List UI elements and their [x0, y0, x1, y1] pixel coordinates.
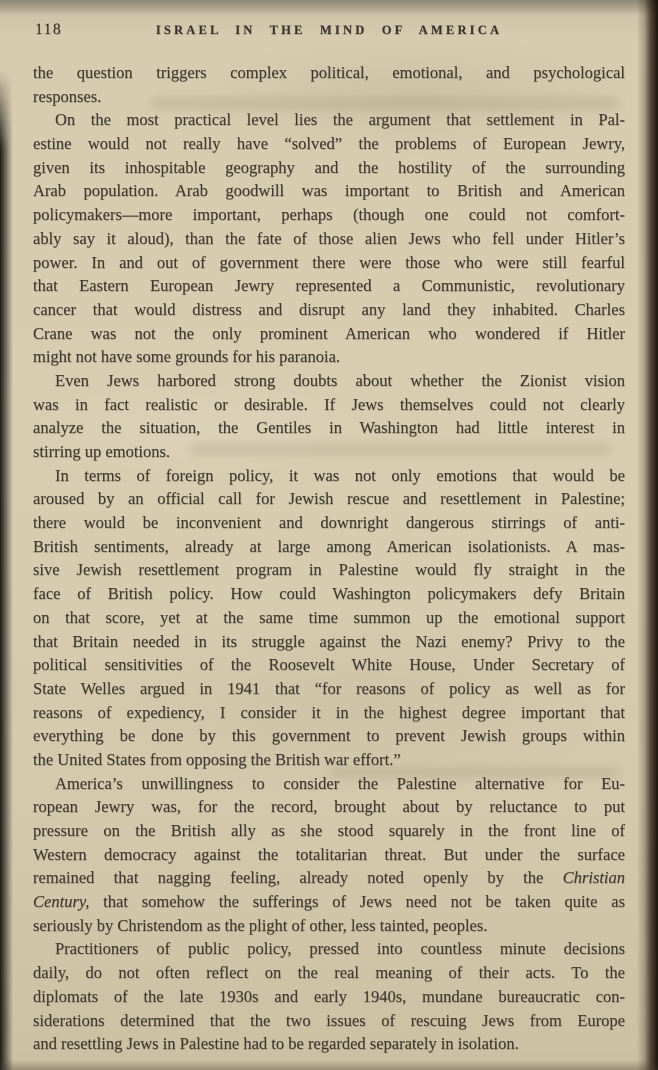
text-line	[33, 85, 625, 109]
body-text-segment: was in fact realistic or desirable. If Jews themselves could not clearly	[33, 394, 625, 414]
text-line	[33, 535, 625, 559]
body-text-segment: responses.	[33, 86, 102, 106]
paragraph	[33, 772, 625, 938]
text-line	[33, 985, 625, 1009]
text-line	[33, 961, 625, 985]
body-text-segment: sive Jewish resettlement program in Palestine would fly straight in the	[33, 560, 625, 580]
page-edge-bottom	[0, 1060, 658, 1070]
body-text-segment: ably say it aloud), than the fate of those alien Jews who fell under Hitler’s	[33, 228, 625, 248]
body-text-segment: estine would not really have “solved” the problems of European Jewry,	[33, 134, 625, 154]
text-line	[33, 795, 625, 819]
text-line	[33, 724, 625, 748]
text-line	[33, 440, 625, 464]
text-line	[33, 464, 625, 488]
body-text-segment: everything be done by this government to prevent Jewish groups within	[33, 726, 625, 746]
body-text-segment: and resettling Jews in Palestine had to be regarded separately in isolation.	[33, 1034, 519, 1054]
text-line	[33, 251, 625, 275]
body-text-segment: diplomats of the late 1930s and early 1940s, mundane bureaucratic con-	[33, 986, 625, 1006]
body-text-segment: that Britain needed in its struggle against the Nazi enemy? Privy to the	[33, 631, 625, 651]
body-text-segment: given its inhospitable geography and the hostility of the surrounding	[33, 157, 625, 177]
body-text-segment: analyze the situation, the Gentiles in Washington had little interest in	[33, 418, 625, 438]
body-text-segment: In terms of foreign policy, it was not only emotions that would be	[55, 465, 625, 485]
text-line	[33, 558, 625, 582]
running-title: ISRAEL IN THE MIND OF AMERICA	[155, 23, 503, 37]
text-line	[33, 227, 625, 251]
body-text-segment: aroused by an official call for Jewish rescue and resettlement in Palestine;	[33, 489, 625, 509]
text-line	[33, 203, 625, 227]
text-line	[33, 274, 625, 298]
text-line	[33, 511, 625, 535]
page-body	[33, 61, 625, 1056]
body-text-segment: political sensitivities of the Roosevelt White House, Under Secretary of	[33, 655, 625, 675]
text-line	[33, 487, 625, 511]
body-text-segment: stirring up emotions.	[33, 442, 171, 461]
text-line	[33, 108, 625, 132]
body-text-segment: Arab population. Arab goodwill was important to British and American	[33, 181, 625, 201]
body-text-segment: reasons of expediency, I consider it in the highest degree important that	[33, 702, 625, 722]
text-line	[33, 582, 625, 606]
page-edge-top	[0, 0, 658, 16]
text-line	[33, 416, 625, 440]
running-header	[33, 20, 625, 42]
paragraph	[33, 464, 625, 772]
text-line	[33, 61, 625, 85]
text-line	[33, 322, 625, 346]
body-text-segment: the question triggers complex political, emotional, and psychological	[33, 63, 625, 82]
text-line	[33, 630, 625, 654]
text-line	[33, 890, 625, 914]
text-line	[33, 819, 625, 843]
text-line	[33, 369, 625, 393]
text-line	[33, 653, 625, 677]
body-text-segment: the United States from opposing the British war effort.”	[33, 749, 401, 769]
text-line	[33, 1009, 625, 1033]
text-line	[33, 772, 625, 796]
body-text-segment: power. In and out of government there were those who were still fearful	[33, 252, 625, 272]
text-line	[33, 914, 625, 938]
body-text-segment: policymakers—more important, perhaps (though one could not comfort-	[33, 205, 625, 225]
body-text-segment: Even Jews harbored strong doubts about whether the Zionist vision	[55, 370, 625, 390]
paragraph	[33, 61, 625, 108]
body-text-segment: there would be inconvenient and downright dangerous stirrings of anti-	[33, 513, 625, 533]
body-text-segment: ropean Jewry was, for the record, brought about by reluctance to put	[33, 797, 625, 817]
body-text-segment: on that score, yet at the same time summon up the emotional support	[33, 607, 625, 627]
text-line	[33, 393, 625, 417]
italic-text: Century,	[33, 892, 90, 912]
body-text-segment: cancer that would distress and disrupt any land they inhabited. Charles	[33, 299, 625, 319]
body-text-segment: Western democracy against the totalitarian threat. But under the surface	[33, 844, 625, 864]
body-text-segment: remained that nagging feeling, already noted openly by the	[33, 868, 563, 888]
text-line	[33, 701, 625, 725]
italic-text: Christian	[562, 868, 625, 888]
paragraph	[33, 369, 625, 464]
paragraph	[33, 108, 625, 369]
text-line	[33, 1032, 625, 1056]
body-text-segment: that Eastern European Jewry represented a Communistic, revolutionary	[33, 276, 625, 296]
body-text-segment: siderations determined that the two issues of rescuing Jews from Europe	[33, 1010, 625, 1030]
body-text-segment: State Welles argued in 1941 that “for reasons of policy as well as for	[33, 678, 625, 698]
text-line	[33, 345, 625, 369]
page-number: 118	[35, 21, 63, 38]
body-text-segment: seriously by Christendom as the plight of other, less tainted, peoples.	[33, 915, 488, 935]
text-line	[33, 843, 625, 867]
body-text-segment: daily, do not often reflect on the real meaning of their acts. To the	[33, 963, 625, 983]
body-text-segment: Practitioners of public policy, pressed into countless minute decisions	[55, 939, 625, 959]
text-line	[33, 677, 625, 701]
paragraph	[33, 937, 625, 1055]
body-text-segment: Crane was not the only prominent American who wondered if Hitler	[33, 323, 625, 343]
text-line	[33, 132, 625, 156]
text-line	[33, 937, 625, 961]
body-text-segment: On the most practical level lies the argument that settlement in Pal-	[55, 110, 625, 130]
text-line	[33, 606, 625, 630]
text-line	[33, 156, 625, 180]
text-line	[33, 298, 625, 322]
body-text-segment: British sentiments, already at large among American isolationists. A mas-	[33, 536, 625, 556]
text-line	[33, 866, 625, 890]
body-text-segment: pressure on the British ally as she stood squarely in the front line of	[33, 821, 625, 840]
text-line	[33, 748, 625, 772]
body-text-segment: America’s unwillingness to consider the Palestine alternative for Eu-	[55, 773, 625, 793]
text-line	[33, 179, 625, 203]
body-text-segment: that somehow the sufferings of Jews need not be taken quite as	[89, 892, 625, 912]
page-edge-right	[637, 0, 658, 1070]
page-edge-left	[0, 70, 13, 1070]
body-text-segment: face of British policy. How could Washington policymakers defy Britain	[33, 584, 625, 604]
body-text-segment: might not have some grounds for his paranoia.	[33, 347, 341, 367]
